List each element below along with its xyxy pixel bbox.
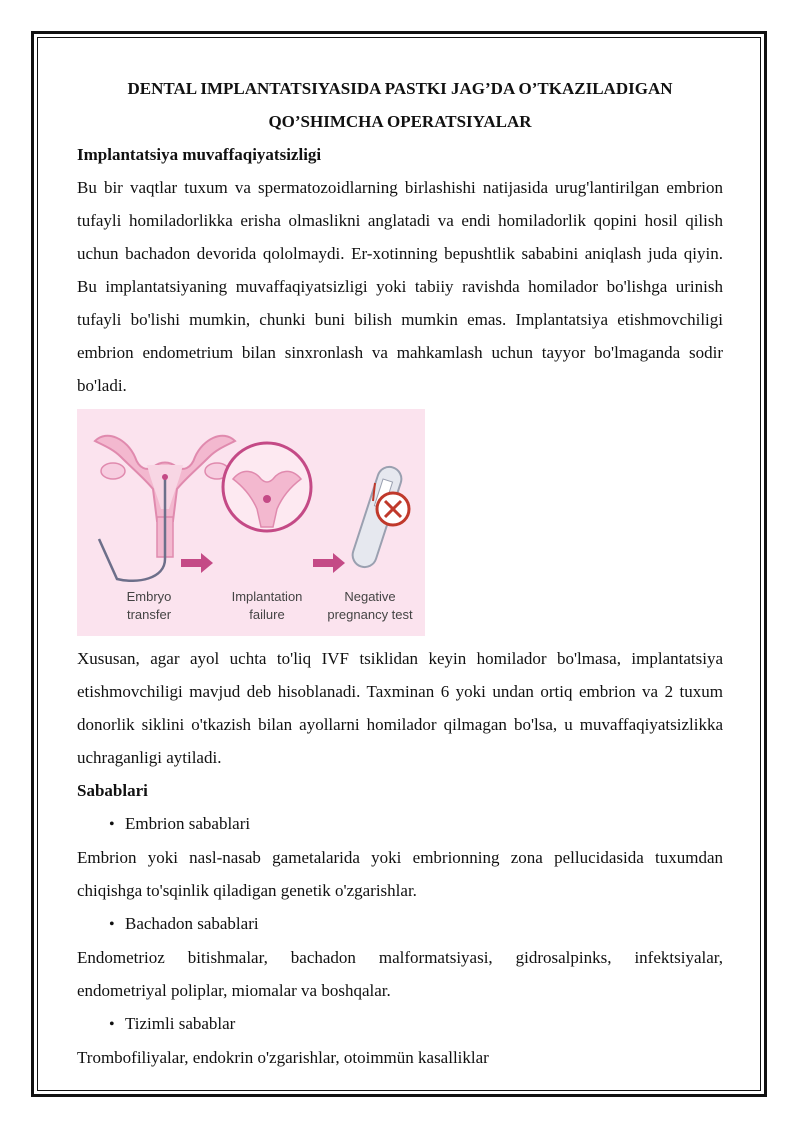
bullet-dot-icon: • [109, 1016, 115, 1033]
document-title [77, 72, 723, 138]
bullet-dot-icon: • [109, 916, 115, 933]
implantation-failure-illustration [77, 409, 425, 636]
paragraph-systemic-causes: Trombofiliyalar, endokrin o'zgarishlar, otoimmün kasalliklar [77, 1048, 489, 1067]
label-negative-test-2: pregnancy test [327, 607, 413, 622]
title-line-1: DENTAL IMPLANTATSIYASIDA PASTKI JAG’DA O’TKAZILADIGAN [127, 79, 673, 98]
bullet-embryo-causes [77, 807, 723, 841]
bullet-label: Tizimli sabablar [125, 1014, 236, 1033]
title-line-2: QO’SHIMCHA OPERATSIYALAR [268, 112, 532, 131]
paragraph-embryo-causes: Embrion yoki nasl-nasab gametalarida yoki embrionning zona pellucidasida tuxumdan chiqishga to'sqinlik qiladigan genetik o'zgarishlar. [77, 848, 723, 900]
label-embryo-transfer-1: Embryo [126, 589, 172, 604]
bullet-uterine-causes [77, 907, 723, 941]
document-body [77, 72, 723, 1074]
paragraph-uterine-causes: Endometrioz bitishmalar, bachadon malformatsiyasi, gidrosalpinks, infektsiyalar, endometriyal poliplar, miomalar va boshqalar. [77, 948, 723, 1000]
bullet-systemic-causes [77, 1007, 723, 1041]
bullet-dot-icon: • [109, 816, 115, 833]
label-embryo-transfer-2: transfer [126, 607, 172, 622]
uterus-failure-graphic [223, 443, 311, 531]
paragraph-intro: Bu bir vaqtlar tuxum va spermatozoidlarning birlashishi natijasida urug'lantirilgan embrion tufayli homiladorlikka erisha olmaslikni anglatadi va endi homiladorlik qopini hosil qilish uchun bachadon devorida qololmaydi. Er-xotinning bepushtlik sababini aniqlash juda qiyin. Bu implantatsiyaning muvaffaqiyatsizligi yoki tabiiy ravishda homilador bo'lishga urinish tufayli bo'lishi mumkin, chunki buni bilish mumkin emas. Implantatsiya etishmovchiligi embrion endometrium bilan sinxronlash va mahkamlash uchun tayyor bo'lmaganda sodir bo'ladi. [77, 178, 723, 395]
bullet-label: Embrion sabablari [125, 814, 251, 833]
paragraph-ivf: Xususan, agar ayol uchta to'liq IVF tsiklidan keyin homilador bo'lmasa, implantatsiya etishmovchiligi mavjud deb hisoblanadi. Taxminan 6 yoki undan ortiq embrion va 2 tuxum donorlik siklini o'tkazish bilan ayollarni homilador qilmagan bo'lsa, u muvaffaqiyatsizlikka uchraganligi aytiladi. [77, 649, 723, 767]
section-heading-causes: Sabablari [77, 781, 148, 800]
label-negative-test-1: Negative [344, 589, 396, 604]
label-implantation-failure-2: failure [249, 607, 285, 622]
section-heading-implantation-failure: Implantatsiya muvaffaqiyatsizligi [77, 145, 322, 164]
bullet-label: Bachadon sabablari [125, 914, 259, 933]
label-implantation-failure-1: Implantation [231, 589, 303, 604]
